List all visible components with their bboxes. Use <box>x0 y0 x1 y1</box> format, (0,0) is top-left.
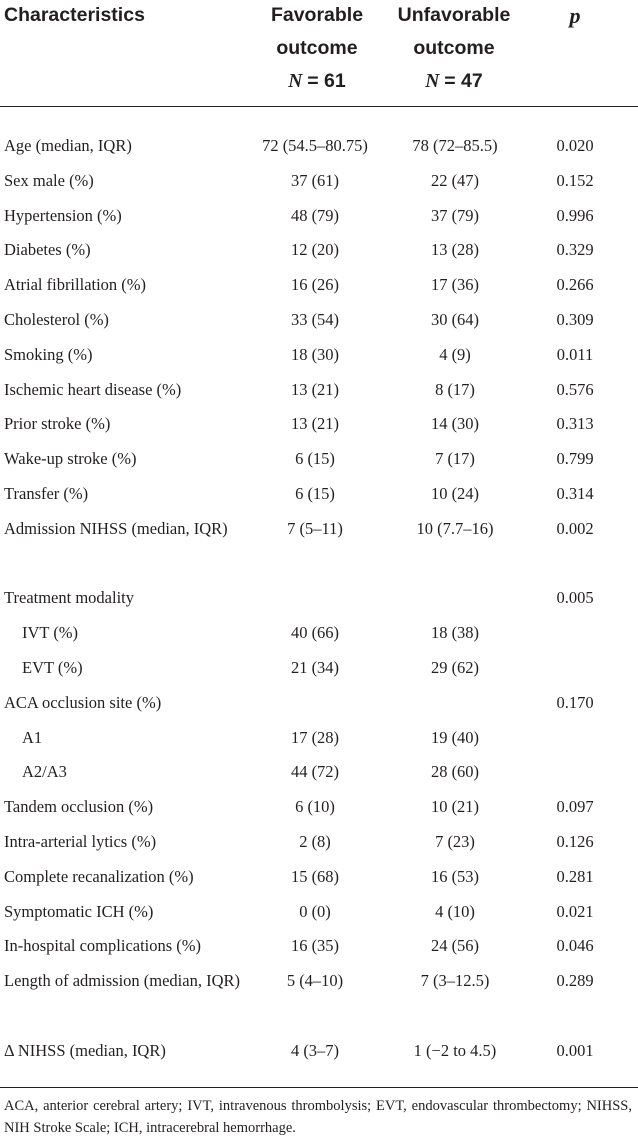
row-label: Complete recanalization (%) <box>4 866 194 886</box>
row-unfavorable-value: 28 (60) <box>430 762 480 782</box>
row-unfavorable-value: 10 (21) <box>430 797 480 817</box>
row-p-value: 0.046 <box>556 936 594 956</box>
row-favorable-value: 48 (79) <box>290 205 340 225</box>
row-label: IVT (%) <box>22 623 79 643</box>
header-favorable-n-symbol: N <box>288 71 303 92</box>
row-p-value: 0.799 <box>556 449 594 469</box>
table-row <box>0 651 638 686</box>
row-label: Tandem occlusion (%) <box>4 797 154 817</box>
row-label: Cholesterol (%) <box>4 309 109 329</box>
row-favorable-value: 13 (21) <box>290 379 340 399</box>
row-unfavorable-value: 18 (38) <box>430 623 480 643</box>
table-footnote: ACA, anterior cerebral artery; IVT, intravenous thrombolysis; EVT, endovascular thrombectomy; NIHSS, NIH Stroke Scale; ICH, intracerebral hemorrhage. <box>4 1098 632 1136</box>
row-unfavorable-value: 8 (17) <box>435 379 475 399</box>
table-row <box>0 129 638 164</box>
row-unfavorable-value: 22 (47) <box>430 170 480 190</box>
row-unfavorable-value: 7 (17) <box>435 449 475 469</box>
row-label: Hypertension (%) <box>4 205 122 225</box>
row-label: In-hospital complications (%) <box>4 936 202 956</box>
row-unfavorable-value: 16 (53) <box>430 866 480 886</box>
table-row <box>0 755 638 790</box>
header-unfavorable-n-value: = 47 <box>444 70 483 92</box>
header-characteristics: Characteristics <box>4 4 145 26</box>
row-unfavorable-value: 29 (62) <box>430 657 480 677</box>
table-row <box>0 860 638 895</box>
row-p-value: 0.002 <box>556 518 594 538</box>
row-unfavorable-value: 10 (24) <box>430 483 480 503</box>
row-p-value: 0.152 <box>556 170 594 190</box>
table-row <box>0 686 638 721</box>
row-label: EVT (%) <box>22 657 83 677</box>
row-favorable-value: 37 (61) <box>290 170 340 190</box>
row-p-value: 0.266 <box>556 275 594 295</box>
table-row <box>0 442 638 477</box>
header-unfavorable <box>384 0 524 98</box>
row-p-value: 0.097 <box>556 797 594 817</box>
table-header <box>0 0 638 107</box>
row-favorable-value: 33 (54) <box>290 309 340 329</box>
row-unfavorable-value: 4 (9) <box>439 344 471 364</box>
row-label: Length of admission (median, IQR) <box>4 971 240 991</box>
row-unfavorable-value: 10 (7.7–16) <box>416 518 494 538</box>
row-favorable-value: 7 (5–11) <box>287 518 343 538</box>
table-row <box>0 616 638 651</box>
table-row <box>0 233 638 268</box>
row-p-value: 0.329 <box>556 240 594 260</box>
row-favorable-value: 16 (26) <box>290 275 340 295</box>
table-row <box>0 929 638 964</box>
row-favorable-value: 6 (10) <box>295 797 335 817</box>
row-favorable-value: 5 (4–10) <box>286 971 344 991</box>
row-favorable-value: 12 (20) <box>290 240 340 260</box>
row-label: Admission NIHSS (median, IQR) <box>4 518 228 538</box>
row-favorable-value: 44 (72) <box>290 762 340 782</box>
row-unfavorable-value: 19 (40) <box>430 727 480 747</box>
header-unfavorable-n-symbol: N <box>425 71 440 92</box>
row-label: Smoking (%) <box>4 344 93 364</box>
header-unfavorable-line1: Unfavorable <box>397 4 511 26</box>
row-p-value: 0.289 <box>556 971 594 991</box>
table-row <box>0 825 638 860</box>
table-row <box>0 303 638 338</box>
table-row <box>0 407 638 442</box>
row-unfavorable-value: 7 (23) <box>435 831 475 851</box>
table-row <box>0 477 638 512</box>
header-favorable-line2: outcome <box>276 37 358 59</box>
row-label: Treatment modality <box>4 588 135 608</box>
row-label: Symptomatic ICH (%) <box>4 901 154 921</box>
header-favorable <box>252 0 382 98</box>
row-label: Diabetes (%) <box>4 240 91 260</box>
row-unfavorable-value: 1 (−2 to 4.5) <box>413 1040 497 1060</box>
row-p-value: 0.170 <box>556 692 594 712</box>
table-row <box>0 895 638 930</box>
row-favorable-value: 21 (34) <box>290 657 340 677</box>
row-p-value: 0.313 <box>556 414 594 434</box>
row-unfavorable-value: 24 (56) <box>430 936 480 956</box>
table-row <box>0 721 638 756</box>
table-row <box>0 581 638 616</box>
table-row <box>0 199 638 234</box>
table-body <box>0 129 638 1069</box>
row-favorable-value: 72 (54.5–80.75) <box>262 136 368 155</box>
row-label: Δ NIHSS (median, IQR) <box>4 1040 166 1060</box>
row-favorable-value: 18 (30) <box>290 344 340 364</box>
row-label: Age (median, IQR) <box>4 136 132 155</box>
row-p-value: 0.314 <box>556 483 594 503</box>
row-unfavorable-value: 14 (30) <box>430 414 480 434</box>
row-p-value: 0.005 <box>556 588 594 608</box>
row-p-value: 0.309 <box>556 309 594 329</box>
row-unfavorable-value: 13 (28) <box>430 240 480 260</box>
table-row <box>0 268 638 303</box>
table-row <box>0 1034 638 1069</box>
row-label: Ischemic heart disease (%) <box>4 379 182 399</box>
row-label: Transfer (%) <box>4 483 89 503</box>
row-favorable-value: 15 (68) <box>290 866 340 886</box>
row-label: Prior stroke (%) <box>4 414 111 434</box>
row-p-value: 0.021 <box>556 901 594 921</box>
row-p-value: 0.996 <box>556 205 594 225</box>
row-favorable-value: 13 (21) <box>290 414 340 434</box>
row-label: A1 <box>22 727 43 747</box>
row-label: Wake-up stroke (%) <box>4 449 137 469</box>
row-favorable-value: 0 (0) <box>299 901 331 921</box>
header-unfavorable-n <box>384 65 524 98</box>
row-label: Intra-arterial lytics (%) <box>4 831 157 851</box>
header-p: p <box>569 3 581 28</box>
row-favorable-value: 40 (66) <box>290 623 340 643</box>
row-unfavorable-value: 78 (72–85.5) <box>412 136 498 155</box>
table-row <box>0 164 638 199</box>
row-label: A2/A3 <box>22 762 67 782</box>
header-favorable-n-value: = 61 <box>307 70 346 92</box>
row-unfavorable-value: 17 (36) <box>430 275 480 295</box>
row-p-value: 0.001 <box>556 1040 594 1060</box>
row-favorable-value: 16 (35) <box>290 936 340 956</box>
row-p-value: 0.281 <box>556 866 594 886</box>
row-label: Sex male (%) <box>4 170 94 190</box>
row-unfavorable-value: 37 (79) <box>430 205 480 225</box>
table-row <box>0 790 638 825</box>
row-p-value: 0.126 <box>556 831 594 851</box>
header-favorable-line1: Favorable <box>270 4 364 26</box>
row-p-value: 0.576 <box>556 379 594 399</box>
row-favorable-value: 6 (15) <box>295 449 335 469</box>
table-row <box>0 338 638 373</box>
table-bottom-rule <box>0 1087 638 1088</box>
row-label: ACA occlusion site (%) <box>4 692 162 712</box>
row-favorable-value: 6 (15) <box>295 483 335 503</box>
row-p-value: 0.020 <box>556 136 594 155</box>
table-row <box>0 964 638 1034</box>
row-unfavorable-value: 4 (10) <box>435 901 475 921</box>
header-favorable-n <box>252 65 382 98</box>
row-unfavorable-value: 30 (64) <box>430 309 480 329</box>
row-p-value: 0.011 <box>556 344 594 364</box>
row-favorable-value: 2 (8) <box>299 831 331 851</box>
row-favorable-value: 17 (28) <box>290 727 340 747</box>
row-label: Atrial fibrillation (%) <box>4 275 147 295</box>
header-unfavorable-line2: outcome <box>413 37 495 59</box>
row-favorable-value: 4 (3–7) <box>290 1040 340 1060</box>
table-row <box>0 373 638 408</box>
table-row <box>0 512 638 582</box>
row-unfavorable-value: 7 (3–12.5) <box>420 971 490 991</box>
